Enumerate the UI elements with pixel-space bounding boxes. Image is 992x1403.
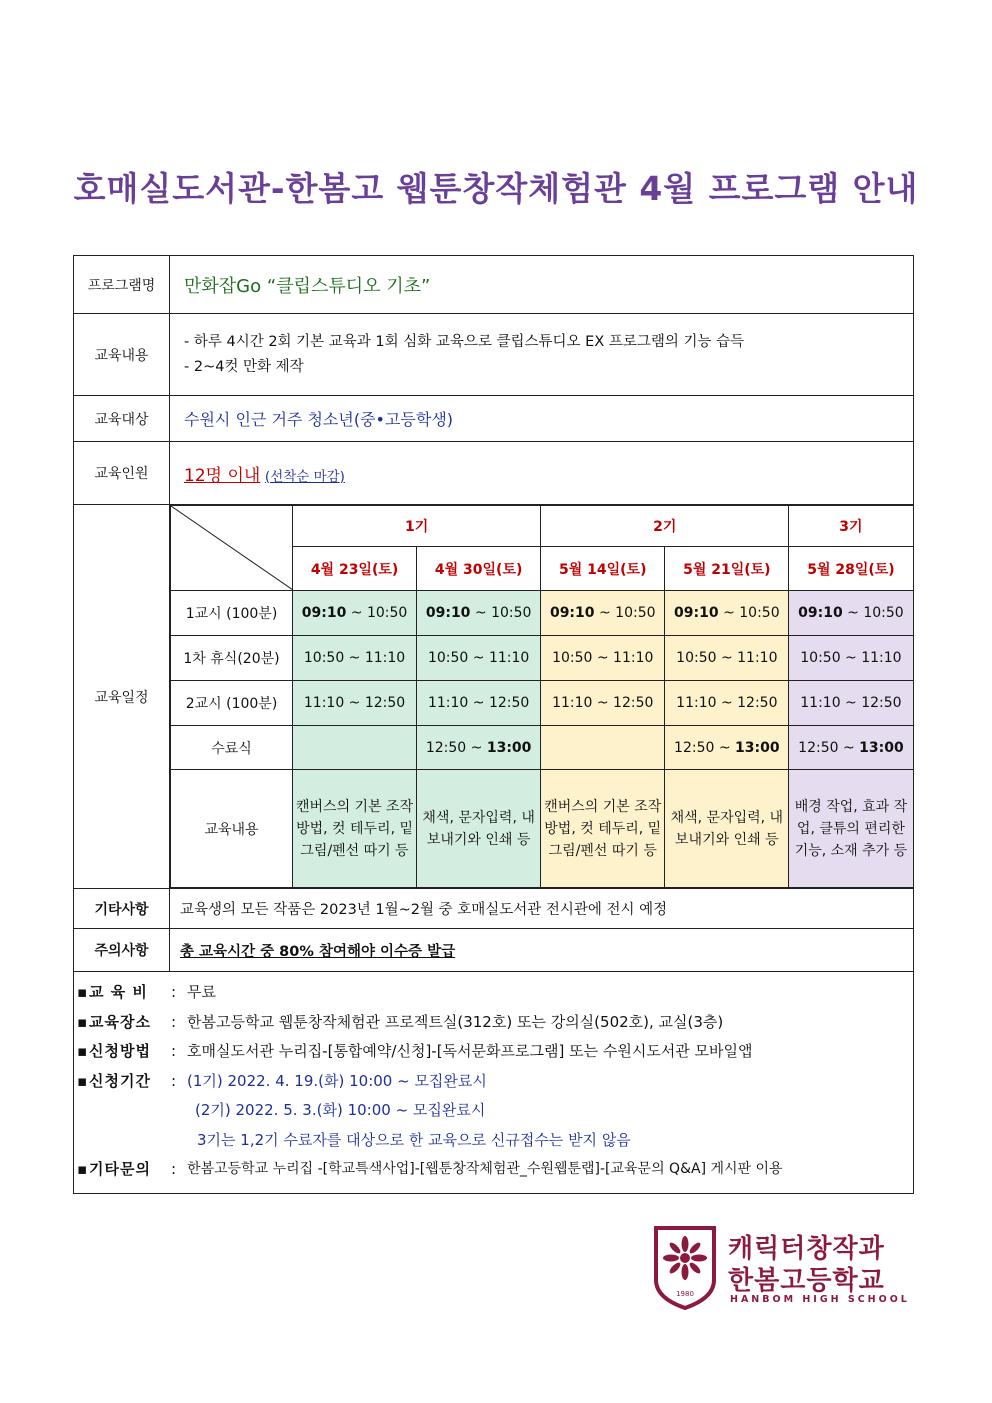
colon: : [171,1042,177,1060]
time-cell: 10:50 ~ 11:10 [665,636,789,681]
info-period [77,1067,913,1097]
row-schedule [74,505,914,889]
row-info [74,972,914,1194]
info-period-line-2: (2기) 2022. 5. 3.(화) 10:00 ~ 모집완료시 [195,1101,486,1119]
time-cell: 10:50 ~ 11:10 [293,636,417,681]
time-cell [417,591,541,636]
time-start: 12:50 ~ [674,739,736,756]
date-header: 5월 14일(토) [541,547,665,591]
time-cell [789,591,913,636]
row-capacity [74,442,914,505]
time-cell [541,726,665,770]
info-key: 신청기간 [89,1071,151,1090]
schedule-table [170,505,914,888]
row-caution [74,929,914,972]
date-header: 5월 21일(토) [665,547,789,591]
info-method [77,1037,913,1067]
time-cell [665,726,789,770]
label-capacity: 교육인원 [74,442,170,505]
capacity-value: 12명 이내 [184,465,261,486]
time-start: 09:10 [549,605,595,621]
time-cell: 11:10 ~ 12:50 [541,681,665,726]
date-header: 4월 30일(토) [417,547,541,591]
row-target [74,396,914,442]
row-program [74,256,914,314]
period-row-2 [171,636,914,681]
time-start: 12:50 ~ [425,739,487,756]
info-value: (1기) 2022. 4. 19.(화) 10:00 ~ 모집완료시 [187,1071,487,1090]
colon: : [171,1012,177,1031]
date-header: 5월 28일(토) [789,547,913,591]
caution-value: 총 교육시간 중 80% 참여해야 이수증 발급 [170,929,914,972]
program-table [73,255,914,1194]
info-value: 한봄고등학교 웹툰창작체험관 프로젝트실(312호) 또는 강의실(502호), 교실(3층) [187,1012,724,1031]
content-row [171,770,914,888]
colon: : [171,983,177,1001]
time-cell [789,726,913,770]
info-value: 무료 [187,983,216,1001]
cohort-1-header: 1기 [293,506,541,547]
colon: : [171,1071,177,1090]
completion-label: 수료식 [171,726,293,770]
time-end: 13:00 [486,739,532,756]
info-key: 신청방법 [89,1042,151,1060]
cohort-3-header: 3기 [789,506,913,547]
content-row-label: 교육내용 [171,770,293,888]
diagonal-line [171,506,293,590]
program-name: 만화잡Go “클립스튜디오 기초” [170,256,914,314]
completion-row [171,726,914,770]
info-place [77,1008,913,1038]
time-end: ~ 10:50 [594,605,656,621]
label-program: 프로그램명 [74,256,170,314]
time-cell [665,591,789,636]
time-end: ~ 10:50 [470,605,532,621]
school-logo [650,1222,910,1312]
period-label: 1교시 (100분) [171,591,293,636]
content-cell: 캔버스의 기본 조작 방법, 컷 테두리, 밑그림/펜선 따기 등 [293,770,417,888]
content-cell: 채색, 문자입력, 내보내기와 인쇄 등 [665,770,789,888]
date-header: 4월 23일(토) [293,547,417,591]
time-cell: 11:10 ~ 12:50 [417,681,541,726]
etc-value: 교육생의 모든 작품은 2023년 1월~2월 중 호매실도서관 전시관에 전시 예정 [170,889,914,929]
content-line-1: - 하루 4시간 2회 기본 교육과 1회 심화 교육으로 클립스튜디오 EX 프로그램의 기능 습득 [184,333,745,350]
page-title: 호매실도서관-한봄고 웹툰창작체험관 4월 프로그램 안내 [73,169,919,208]
row-content [74,314,914,396]
logo-line-3: HANBOM HIGH SCHOOL [730,1294,910,1305]
time-end: 13:00 [735,739,780,756]
label-target: 교육대상 [74,396,170,442]
time-cell: 11:10 ~ 12:50 [293,681,417,726]
period-label: 1차 휴식(20분) [171,636,293,681]
target-value: 수원시 인근 거주 청소년(중•고등학생) [170,396,914,442]
info-value: 호매실도서관 누리집-[통합예약/신청]-[독서문화프로그램] 또는 수원시도서관 모바일앱 [187,1042,753,1060]
content-line-2: - 2~4컷 만화 제작 [184,358,304,375]
bullet-icon: ▪ [77,1160,88,1178]
content-cell: 캔버스의 기본 조작 방법, 컷 테두리, 밑그림/펜선 따기 등 [541,770,665,888]
time-end: 13:00 [859,739,904,756]
bullet-icon: ▪ [77,1042,88,1060]
label-schedule: 교육일정 [74,505,170,889]
time-cell: 10:50 ~ 11:10 [417,636,541,681]
info-key: 교 육 비 [89,983,148,1001]
info-period-line-3: 3기는 1,2기 수료자를 대상으로 한 교육으로 신규접수는 받지 않음 [197,1130,631,1149]
label-etc: 기타사항 [74,889,170,929]
logo-line-1: 캐릭터창작과 [728,1234,885,1264]
time-cell [293,726,417,770]
content-cell: 배경 작업, 효과 작업, 클튜의 편리한 기능, 소재 추가 등 [789,770,913,888]
time-start: 12:50 ~ [798,739,860,756]
time-end: ~ 10:50 [718,605,780,621]
content-cell: 채색, 문자입력, 내보내기와 인쇄 등 [417,770,541,888]
logo-year: 1980 [676,1290,694,1298]
time-cell: 11:10 ~ 12:50 [789,681,913,726]
bullet-icon: ▪ [77,1012,88,1031]
time-cell: 10:50 ~ 11:10 [789,636,913,681]
period-label: 2교시 (100분) [171,681,293,726]
logo-line-2: 한봄고등학교 [728,1266,885,1296]
info-fee [77,978,913,1008]
label-caution: 주의사항 [74,929,170,972]
time-start: 09:10 [674,605,719,621]
info-block [74,972,914,1194]
label-content: 교육내용 [74,314,170,396]
time-cell [541,591,665,636]
time-cell [293,591,417,636]
bullet-icon: ▪ [77,983,88,1001]
period-row-3 [171,681,914,726]
time-start: 09:10 [425,605,471,621]
time-cell: 10:50 ~ 11:10 [541,636,665,681]
time-start: 09:10 [798,605,843,621]
diagonal-header-cell [171,506,293,591]
info-key: 기타문의 [89,1160,151,1178]
time-end: ~ 10:50 [346,605,408,621]
info-value: 한봄고등학교 누리집 -[학교특색사업]-[웹툰창작체험관_수원웹툰랩]-[교육문의 Q&A] 게시판 이용 [187,1161,783,1177]
school-emblem-icon [650,1222,720,1310]
info-key: 교육장소 [89,1012,151,1031]
info-inquiry [77,1155,913,1185]
capacity-note: (선착순 마감) [264,468,345,485]
bullet-icon: ▪ [77,1071,88,1090]
time-cell [417,726,541,770]
cohort-2-header: 2기 [541,506,789,547]
time-end: ~ 10:50 [842,605,904,621]
time-cell: 11:10 ~ 12:50 [665,681,789,726]
period-row-1 [171,591,914,636]
time-start: 09:10 [301,605,347,621]
colon: : [171,1160,177,1178]
row-etc [74,889,914,929]
